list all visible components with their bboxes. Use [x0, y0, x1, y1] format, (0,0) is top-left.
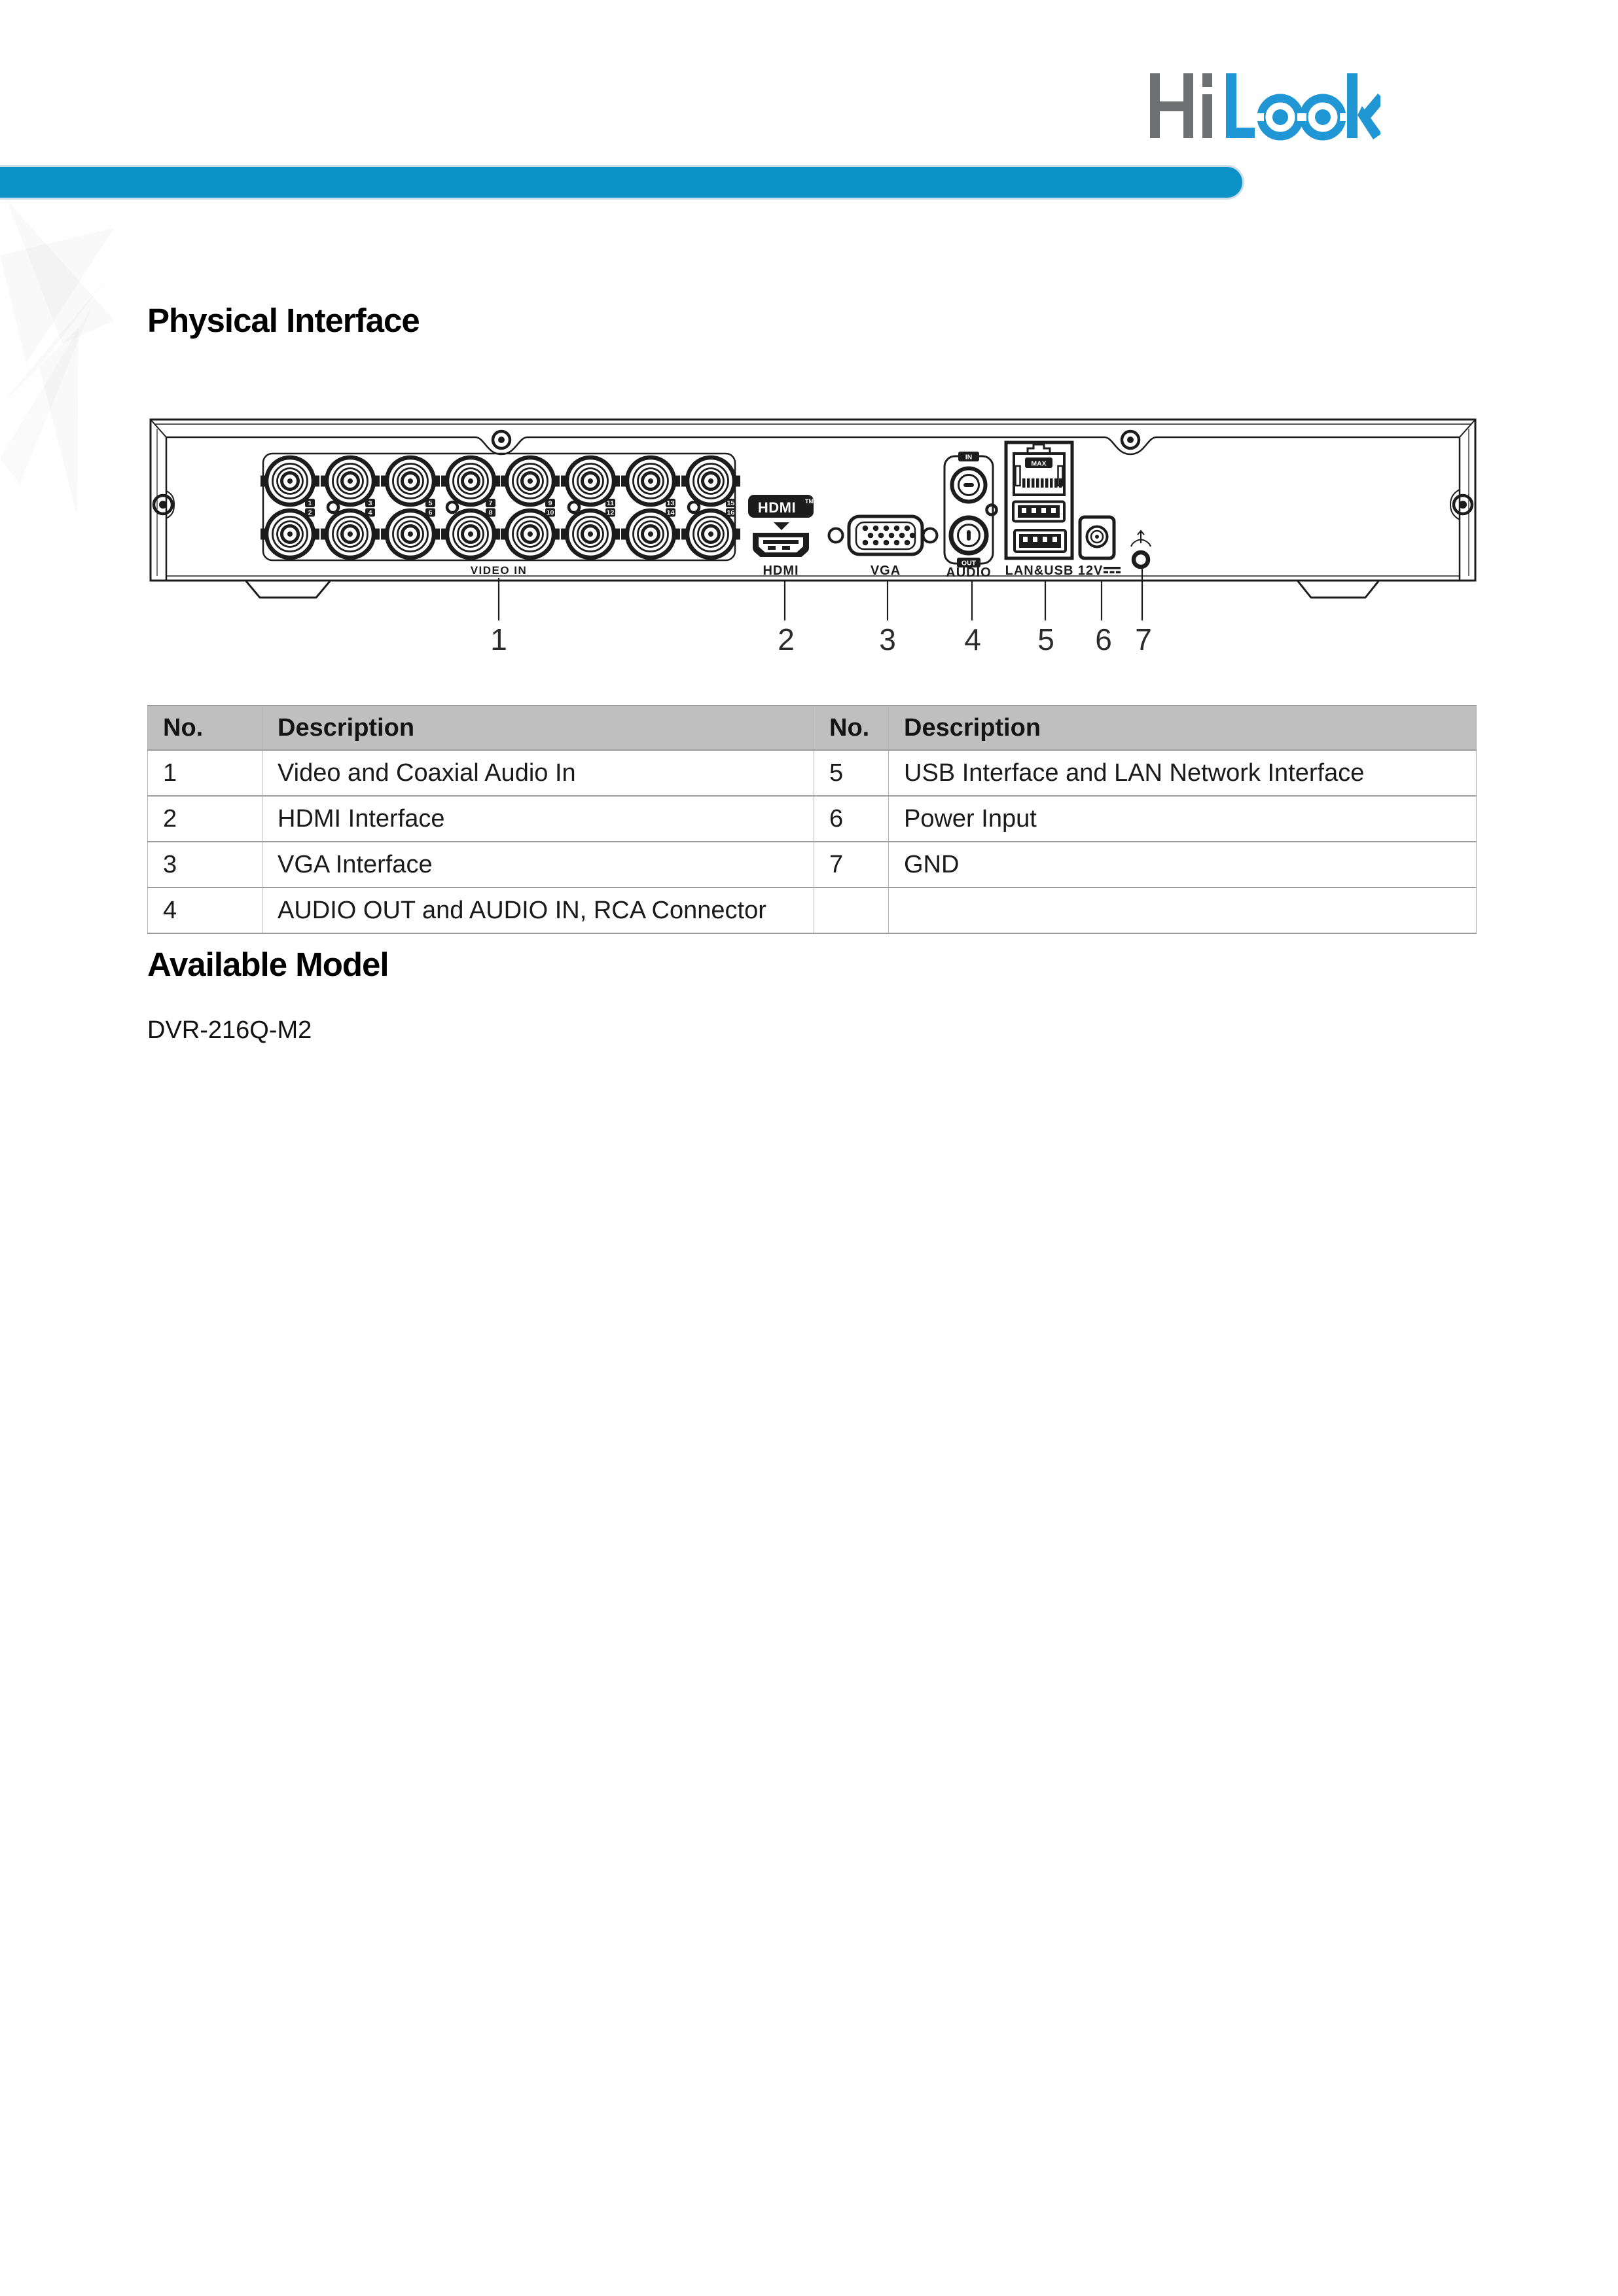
model-number: DVR-216Q-M2 [147, 1016, 312, 1044]
audio-label: AUDIO [946, 565, 992, 580]
cell-no: 1 [148, 750, 262, 796]
svg-text:9: 9 [548, 499, 552, 507]
lan-usb-ports [1005, 442, 1074, 578]
section-title-available-model: Available Model [147, 946, 389, 983]
cell-description: VGA Interface [262, 842, 814, 888]
cell-no: 5 [814, 750, 889, 796]
table-row [148, 888, 1477, 933]
cell-no: 4 [148, 888, 262, 933]
svg-text:14: 14 [666, 509, 675, 517]
svg-text:5: 5 [428, 499, 433, 507]
accent-bar [0, 167, 1242, 198]
callout-4: 4 [964, 622, 981, 656]
hdmi-badge-label: HDMI [757, 499, 797, 516]
logo-hi [1150, 73, 1212, 138]
cell-description: AUDIO OUT and AUDIO IN, RCA Connector [262, 888, 814, 933]
hdmi-badge-tm: TM [805, 498, 814, 505]
vga-label: VGA [870, 564, 901, 578]
svg-text:7: 7 [488, 499, 493, 507]
table-row [148, 796, 1477, 842]
callout-3: 3 [879, 622, 896, 656]
cell-description: HDMI Interface [262, 796, 814, 842]
vga-port [829, 516, 937, 578]
cell-description: USB Interface and LAN Network Interface [889, 750, 1477, 796]
cell-no [814, 888, 889, 933]
svg-text:10: 10 [546, 509, 554, 517]
callout-2: 2 [778, 622, 795, 656]
audio-out-tag: OUT [961, 559, 977, 567]
callout-5: 5 [1037, 622, 1054, 656]
cell-no: 7 [814, 842, 889, 888]
cell-no: 3 [148, 842, 262, 888]
callout-7: 7 [1135, 622, 1152, 656]
interface-table [147, 705, 1477, 934]
bnc-video-in-block [261, 454, 740, 577]
cell-description: GND [889, 842, 1477, 888]
rear-panel-diagram [131, 411, 1505, 660]
col-header-description-2: Description [889, 706, 1477, 750]
col-header-description-1: Description [262, 706, 814, 750]
rj45-tag: MAX [1031, 459, 1047, 468]
dc-symbol [1104, 567, 1121, 573]
audio-ports [944, 452, 997, 580]
video-in-label: VIDEO IN [470, 564, 528, 577]
svg-text:8: 8 [488, 509, 493, 517]
logo-look [1226, 73, 1380, 139]
table-row [148, 842, 1477, 888]
svg-text:13: 13 [666, 499, 675, 507]
svg-text:4: 4 [368, 509, 372, 517]
cell-description: Power Input [889, 796, 1477, 842]
svg-text:12: 12 [606, 509, 615, 517]
hdmi-label: HDMI [763, 564, 799, 578]
cell-description [889, 888, 1477, 933]
power-input [1078, 517, 1121, 578]
gnd-terminal [1131, 531, 1151, 567]
svg-text:3: 3 [368, 499, 372, 507]
lan-usb-label: LAN&USB [1005, 564, 1074, 578]
svg-text:11: 11 [606, 499, 615, 507]
hdmi-port [748, 495, 814, 578]
hilook-logo [1150, 69, 1380, 145]
audio-in-tag: IN [965, 453, 973, 461]
cell-no: 6 [814, 796, 889, 842]
table-row [148, 750, 1477, 796]
svg-text:6: 6 [428, 509, 433, 517]
col-header-no-2: No. [814, 706, 889, 750]
section-title-physical-interface: Physical Interface [147, 302, 420, 339]
power-label: 12V [1077, 564, 1104, 578]
callout-1: 1 [490, 622, 507, 656]
cell-description: Video and Coaxial Audio In [262, 750, 814, 796]
svg-text:16: 16 [727, 509, 735, 517]
col-header-no-1: No. [148, 706, 262, 750]
ground-symbol-icon [1131, 531, 1151, 547]
cell-no: 2 [148, 796, 262, 842]
svg-text:1: 1 [308, 499, 312, 507]
watermark-graphic [0, 190, 131, 524]
svg-text:15: 15 [727, 499, 735, 507]
callout-6: 6 [1095, 622, 1112, 656]
table-header-row [148, 706, 1477, 750]
svg-text:2: 2 [308, 509, 312, 517]
